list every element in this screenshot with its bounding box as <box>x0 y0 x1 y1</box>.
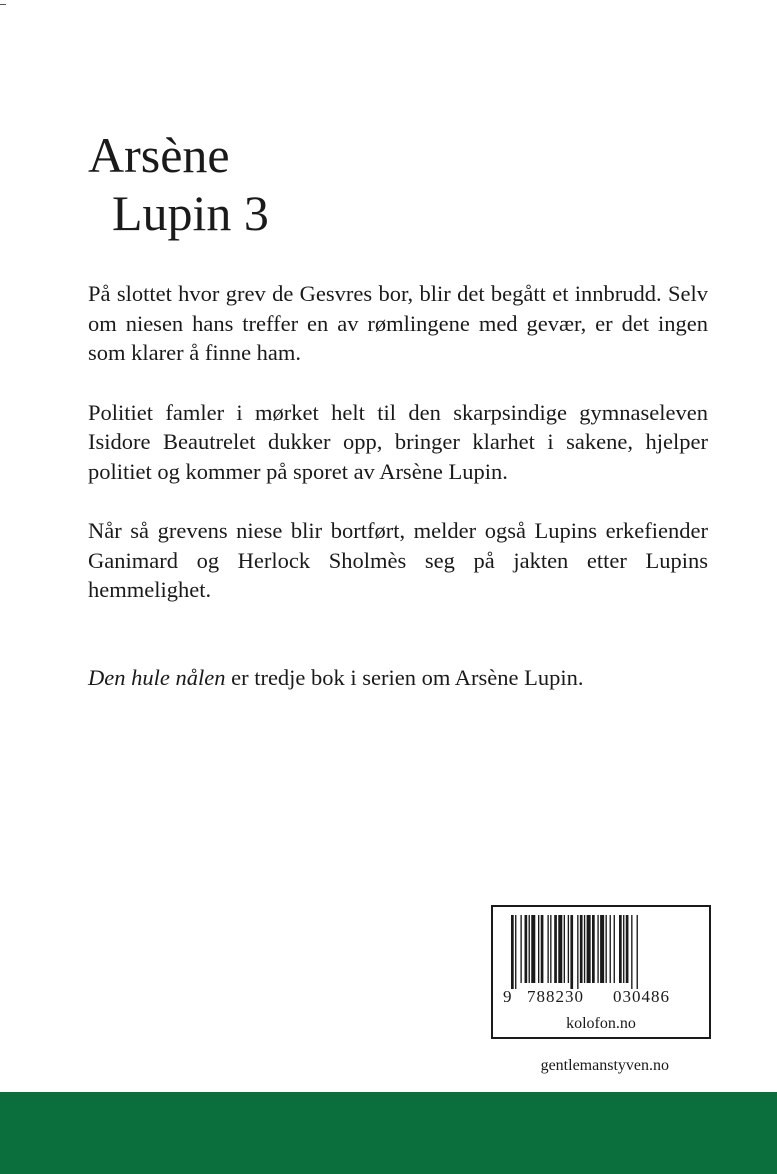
blurb-paragraph-3: Når så grevens niese blir bortført, melder også Lupins erkefiender Ganimard og Herlock Sholmès seg på jakten etter Lupins hemmelighet. <box>88 518 708 602</box>
barcode-bar <box>558 915 562 983</box>
isbn-right-group: 030486 <box>613 987 670 1006</box>
barcode-bar <box>570 915 573 989</box>
barcode-bar <box>619 915 622 983</box>
green-footer-band <box>0 1092 777 1174</box>
barcode-bar <box>520 915 521 983</box>
isbn-barcode-box <box>491 905 711 1039</box>
series-note <box>88 663 708 693</box>
title-line-2: Lupin 3 <box>112 185 269 241</box>
series-book-title: Den hule nålen <box>88 664 226 690</box>
barcode-bar <box>606 915 607 983</box>
crop-mark <box>0 4 6 5</box>
barcode-bar <box>600 915 604 983</box>
blurb-paragraph-2: Politiet famler i mørket helt til den skarpsindige gymnaseleven Isidore Beautrelet dukker opp, bringer klarhet i sakene, hjelper politiet og kommer på sporet av Arsène Lupin. <box>88 399 708 484</box>
barcode-bar <box>597 915 598 983</box>
barcode-bar <box>610 915 611 983</box>
barcode-bar <box>637 915 638 989</box>
barcode-bar <box>538 915 539 983</box>
barcode-icon <box>503 913 703 989</box>
isbn-left-group: 788230 <box>527 987 584 1006</box>
barcode-bar <box>584 915 585 983</box>
barcode-bar <box>531 915 535 983</box>
barcode-bar <box>515 915 516 989</box>
blurb-paragraph-1: På slottet hvor grev de Gesvres bor, blir det begått et innbrudd. Selv om niesen hans treffer en av rømlingene med gevær, er det ingen som klarer å finne ham. <box>88 281 708 365</box>
barcode-bar <box>592 915 595 983</box>
barcode-bar <box>631 915 632 989</box>
barcode-bar <box>554 915 557 983</box>
barcode-bar <box>529 915 530 983</box>
barcode-bar <box>623 915 624 983</box>
book-title <box>88 126 269 242</box>
barcode-bar <box>568 915 569 983</box>
isbn-first-digit: 9 <box>503 987 513 1006</box>
publisher-website: kolofon.no <box>566 1015 636 1032</box>
barcode-bar <box>580 915 583 983</box>
barcode-bar <box>511 915 514 989</box>
book-website: gentlemanstyven.no <box>540 1057 669 1074</box>
barcode-bar <box>547 915 548 983</box>
title-line-1: Arsène <box>88 127 230 183</box>
back-cover-blurb <box>88 279 708 722</box>
barcode-bar <box>564 915 565 983</box>
barcode-bar <box>587 915 591 983</box>
barcode-bar <box>626 915 629 983</box>
barcode-bar <box>550 915 551 983</box>
barcode-bar <box>614 915 615 983</box>
series-note-text: er tredje bok i serien om Arsène Lupin. <box>225 664 584 690</box>
barcode-bar <box>525 915 528 983</box>
barcode-bar <box>541 915 544 983</box>
barcode-bar <box>577 915 578 989</box>
